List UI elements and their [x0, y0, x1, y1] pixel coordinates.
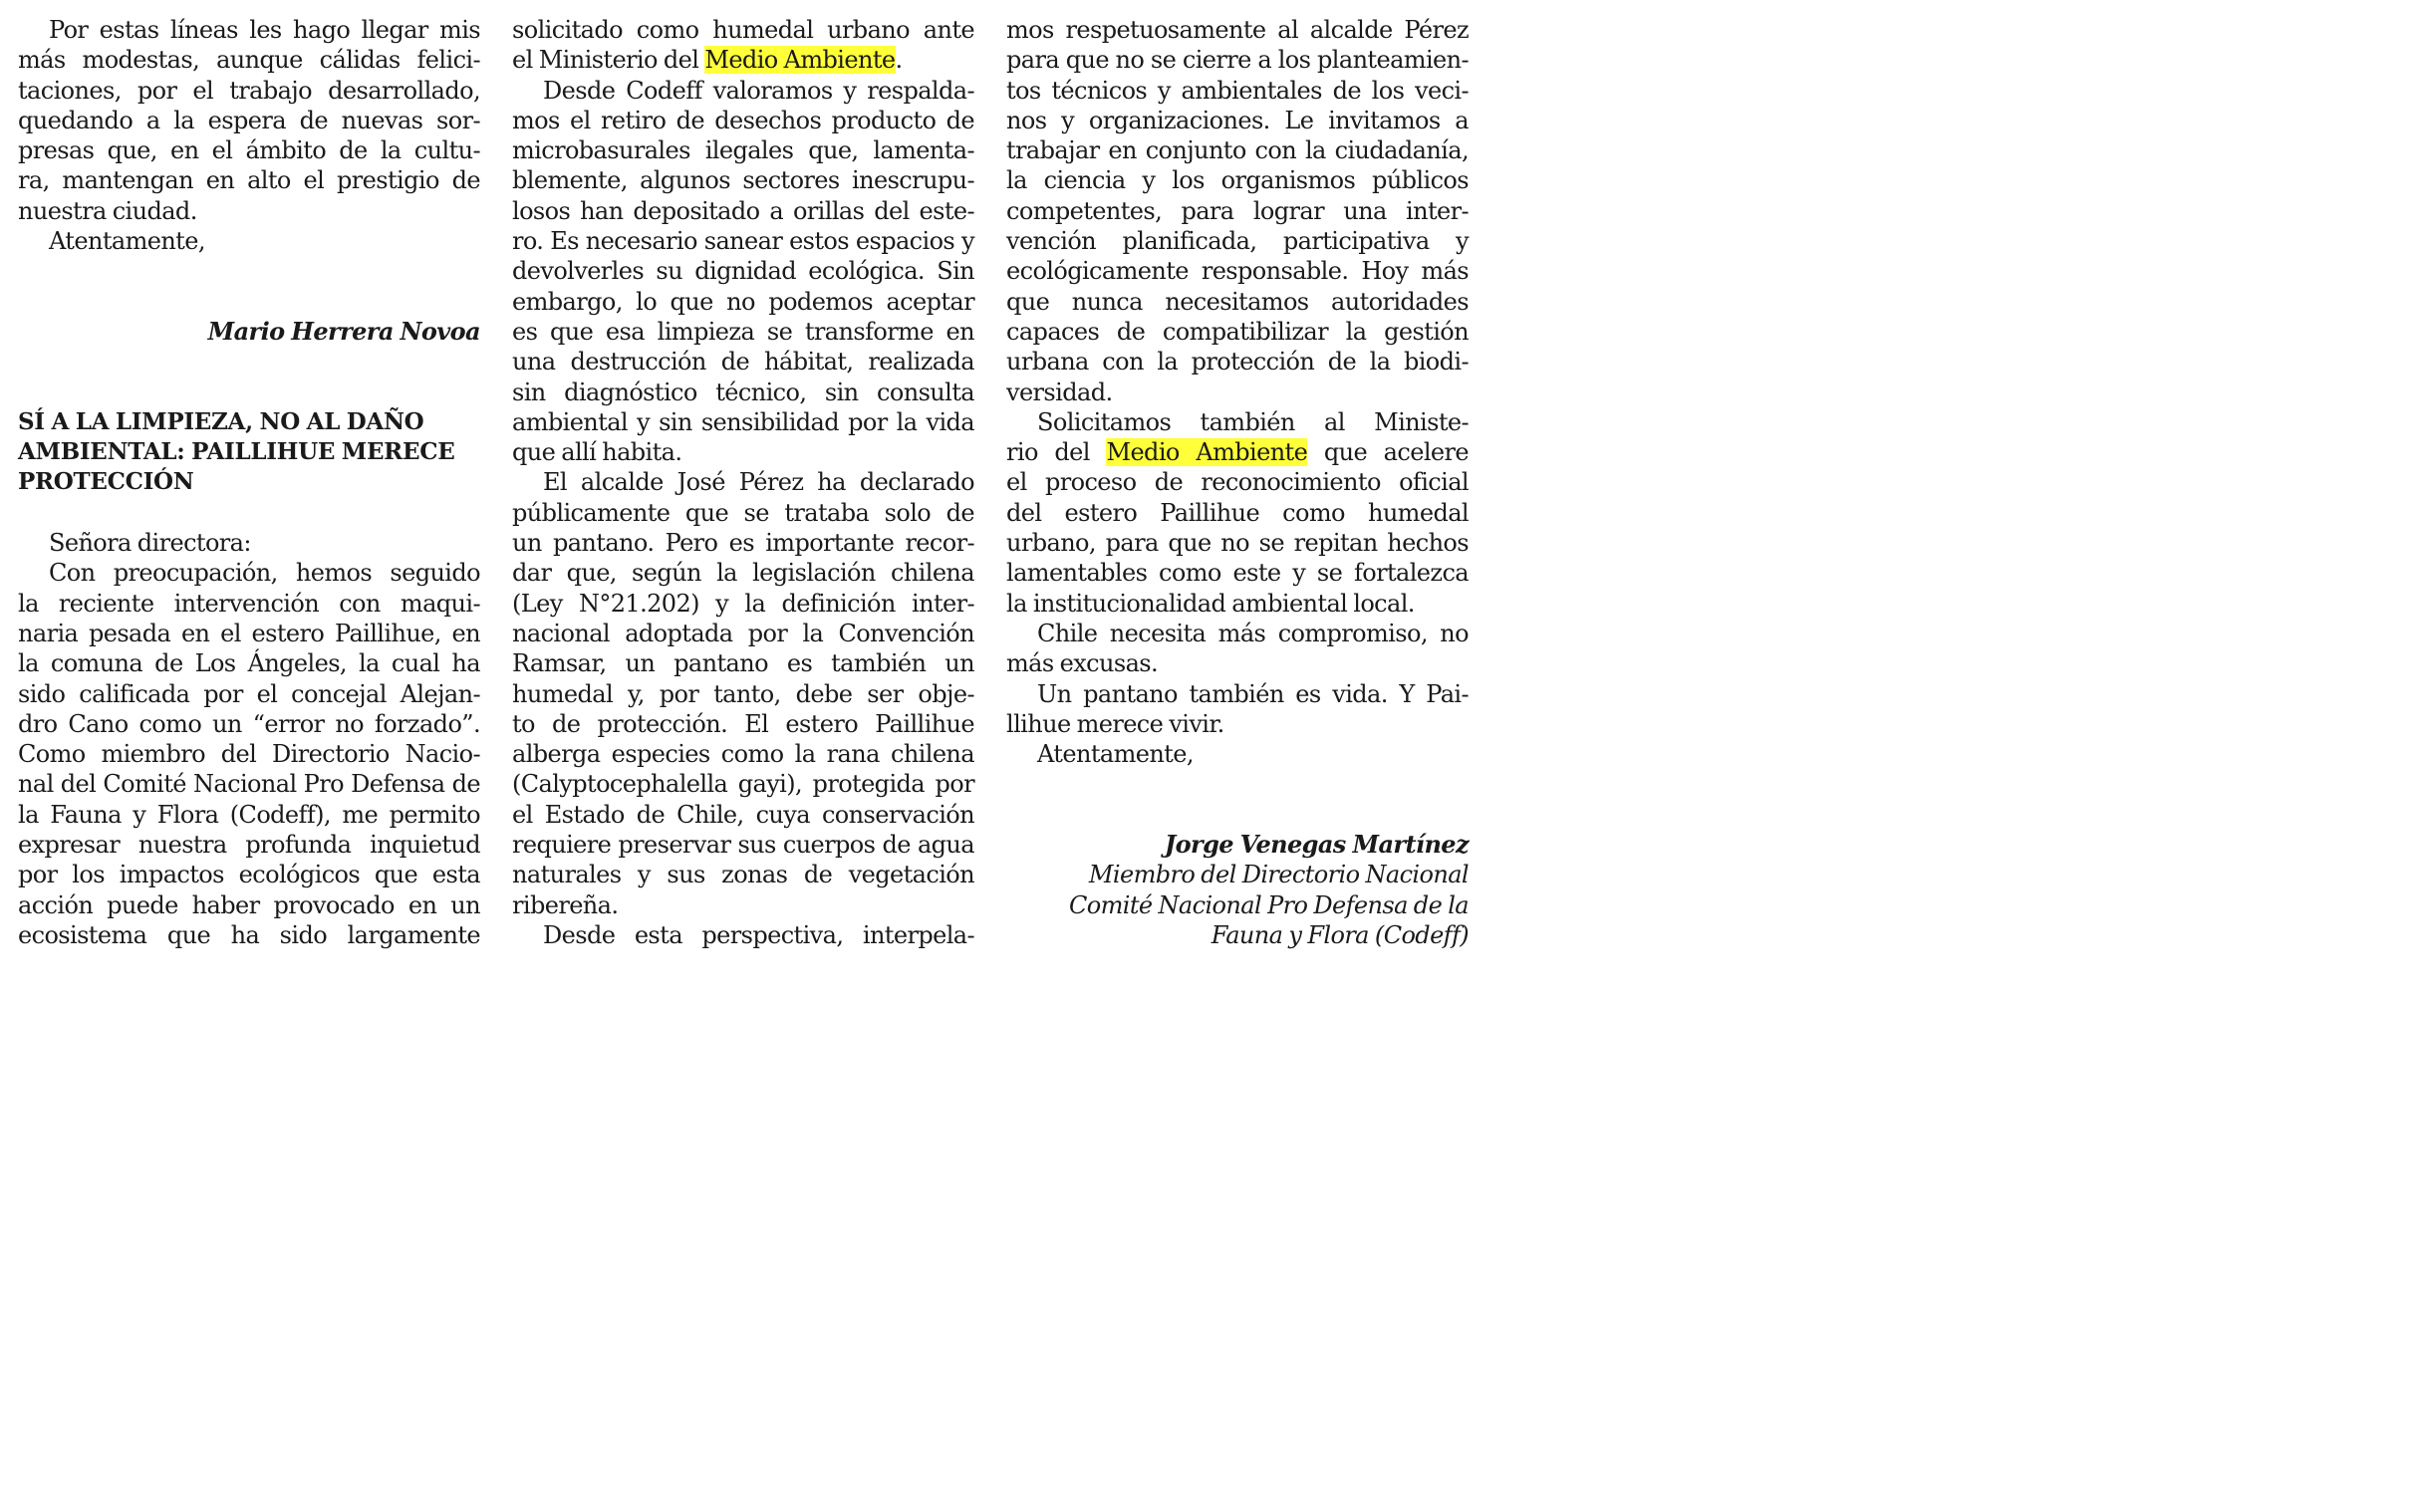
text-line: naturales y sus zonas de vegetación	[512, 861, 974, 889]
text-line: competentes, para lograr una inter-	[1006, 196, 1469, 225]
text-line: (Ley N°21.202) y la definición inter-	[512, 589, 974, 618]
signature-name: Mario Herrera Novoa	[207, 316, 480, 346]
text-line-highlighted	[1006, 437, 1469, 467]
text-line: naria pesada en el estero Paillihue, en	[18, 619, 480, 647]
column-2	[512, 15, 974, 950]
text-line: que allí habita.	[512, 438, 682, 467]
text-line: embargo, lo que no podemos aceptar	[512, 287, 974, 316]
text-line: urbana con la protección de la biodi-	[1006, 348, 1469, 377]
blank-line	[18, 347, 480, 377]
letter-headline	[18, 407, 480, 498]
text-line: la institucionalidad ambiental local.	[1006, 589, 1415, 618]
text-line: losos han depositado a orillas del este-	[512, 196, 974, 225]
text-line: el proceso de reconocimiento oficial	[1006, 468, 1469, 497]
text-line: versidad.	[1006, 378, 1113, 406]
blank-line	[18, 287, 480, 317]
text-line: un pantano. Pero es importante recor-	[512, 529, 974, 558]
column-3	[1006, 15, 1469, 950]
text-line: microbasurales ilegales que, lamenta-	[512, 136, 974, 165]
text-line: el Estado de Chile, cuya conservación	[512, 800, 974, 829]
text-line: una destrucción de hábitat, realizada	[512, 348, 974, 377]
text-line: ro. Es necesario sanear estos espacios y	[512, 227, 974, 256]
text-line: ambiental y sin sensibilidad por la vida	[512, 407, 974, 436]
newspaper-letters-page	[0, 0, 1554, 956]
text-line: alberga especies como la rana chilena	[512, 740, 974, 769]
text-line: ecosistema que ha sido largamente	[18, 920, 480, 949]
text-line: trabajar en conjunto con la ciudadanía,	[1006, 136, 1469, 165]
text-fragment: .	[895, 46, 903, 75]
text-line: blemente, algunos sectores inescrupu-	[512, 166, 974, 195]
text-line: mos el retiro de desechos producto de	[512, 106, 974, 134]
text-line: requiere preservar sus cuerpos de agua	[512, 831, 974, 860]
text-line: la Fauna y Flora (Codeff), me permito	[18, 800, 480, 829]
text-line: ecológicamente responsable. Hoy más	[1006, 257, 1469, 286]
text-line: Un pantano también es vida. Y Pai-	[1037, 679, 1469, 708]
text-line: urbano, para que no se repitan hechos	[1006, 529, 1469, 558]
text-line: Solicitamos también al Ministe-	[1037, 407, 1469, 436]
text-line: capaces de compatibilizar la gestión	[1006, 317, 1469, 346]
text-line: Desde Codeff valoramos y respalda-	[543, 76, 974, 105]
text-line: (Calyptocephalella gayi), protegida por	[512, 770, 974, 799]
text-fragment: rio del	[1006, 438, 1107, 467]
text-line: dar que, según la legislación chilena	[512, 559, 974, 588]
text-line: del estero Paillihue como humedal	[1006, 498, 1469, 527]
blank-line	[18, 256, 480, 286]
text-line: nal del Comité Nacional Pro Defensa de	[18, 770, 480, 799]
text-line: humedal y, por tanto, debe ser obje-	[512, 679, 974, 708]
text-line: es que esa limpieza se transforme en	[512, 317, 974, 346]
text-line: Con preocupación, hemos seguido	[49, 559, 480, 588]
signature-role: Miembro del Directorio Nacional	[1088, 861, 1469, 889]
text-line: Señora directora:	[49, 529, 251, 558]
text-line: solicitado como humedal urbano ante	[512, 16, 974, 44]
highlighted-term: Medio Ambiente	[704, 46, 896, 75]
text-fragment: que acelere	[1307, 438, 1469, 467]
signature-role: Comité Nacional Pro Defensa de la	[1069, 890, 1469, 919]
column-1	[18, 15, 480, 950]
text-line: públicamente que se trataba solo de	[512, 498, 974, 527]
text-line: ra, mantengan en alto el prestigio de	[18, 166, 480, 195]
text-fragment: el Ministerio del	[512, 46, 705, 75]
text-line: expresar nuestra profunda inquietud	[18, 831, 480, 860]
text-line: El alcalde José Pérez ha declarado	[543, 468, 974, 497]
blank-line	[1006, 800, 1469, 830]
text-line: Ramsar, un pantano es también un	[512, 649, 974, 678]
text-line: ribereña.	[512, 890, 619, 919]
text-line: devolverles su dignidad ecológica. Sin	[512, 257, 974, 286]
text-line: Por estas líneas les hago llegar mis	[49, 16, 480, 44]
text-line: nos y organizaciones. Le invitamos a	[1006, 106, 1469, 134]
text-line: llihue merece vivir.	[1006, 709, 1224, 738]
blank-line	[18, 498, 480, 528]
headline-line: AMBIENTAL: PAILLIHUE MERECE	[18, 438, 455, 466]
blank-line	[1006, 769, 1469, 799]
headline-line: PROTECCIÓN	[18, 468, 194, 496]
text-line: más excusas.	[1006, 649, 1159, 678]
text-line: la reciente intervención con maqui-	[18, 589, 480, 618]
text-line: nacional adoptada por la Convención	[512, 619, 974, 647]
highlighted-term: Medio Ambiente	[1106, 438, 1308, 467]
text-line: acción puede haber provocado en un	[18, 890, 480, 919]
text-line: para que no se cierre a los planteamien-	[1006, 46, 1469, 75]
text-line: mos respetuosamente al alcalde Pérez	[1006, 16, 1469, 44]
text-line: presas que, en el ámbito de la cultu-	[18, 136, 480, 165]
text-line: más modestas, aunque cálidas felici-	[18, 46, 480, 75]
text-line: quedando a la espera de nuevas sor-	[18, 106, 480, 134]
text-line: sin diagnóstico técnico, sin consulta	[512, 378, 974, 406]
text-line: to de protección. El estero Paillihue	[512, 709, 974, 738]
text-line: Como miembro del Directorio Nacio-	[18, 740, 480, 769]
text-line: dro Cano como un “error no forzado”.	[18, 709, 480, 738]
signature-role: Fauna y Flora (Codeff)	[1211, 920, 1469, 949]
text-line: que nunca necesitamos autoridades	[1006, 287, 1469, 316]
text-line: por los impactos ecológicos que esta	[18, 861, 480, 889]
text-line: lamentables como este y se fortalezca	[1006, 559, 1469, 588]
headline-line: SÍ A LA LIMPIEZA, NO AL DAÑO	[18, 407, 424, 435]
signature-name: Jorge Venegas Martínez	[1164, 830, 1469, 860]
text-line: nuestra ciudad.	[18, 196, 197, 225]
text-line: la comuna de Los Ángeles, la cual ha	[18, 649, 480, 678]
text-line: tos técnicos y ambientales de los veci-	[1006, 76, 1469, 105]
text-line: sido calificada por el concejal Alejan-	[18, 679, 480, 708]
text-line-highlighted	[512, 45, 974, 75]
blank-line	[18, 378, 480, 407]
text-line: Chile necesita más compromiso, no	[1037, 619, 1469, 647]
text-line: vención planificada, participativa y	[1006, 227, 1469, 256]
text-line: Desde esta perspectiva, interpela-	[543, 920, 974, 949]
text-line: la ciencia y los organismos públicos	[1006, 166, 1469, 195]
text-line: taciones, por el trabajo desarrollado,	[18, 76, 480, 105]
text-line: Atentamente,	[49, 227, 205, 256]
text-line: Atentamente,	[1037, 740, 1194, 769]
